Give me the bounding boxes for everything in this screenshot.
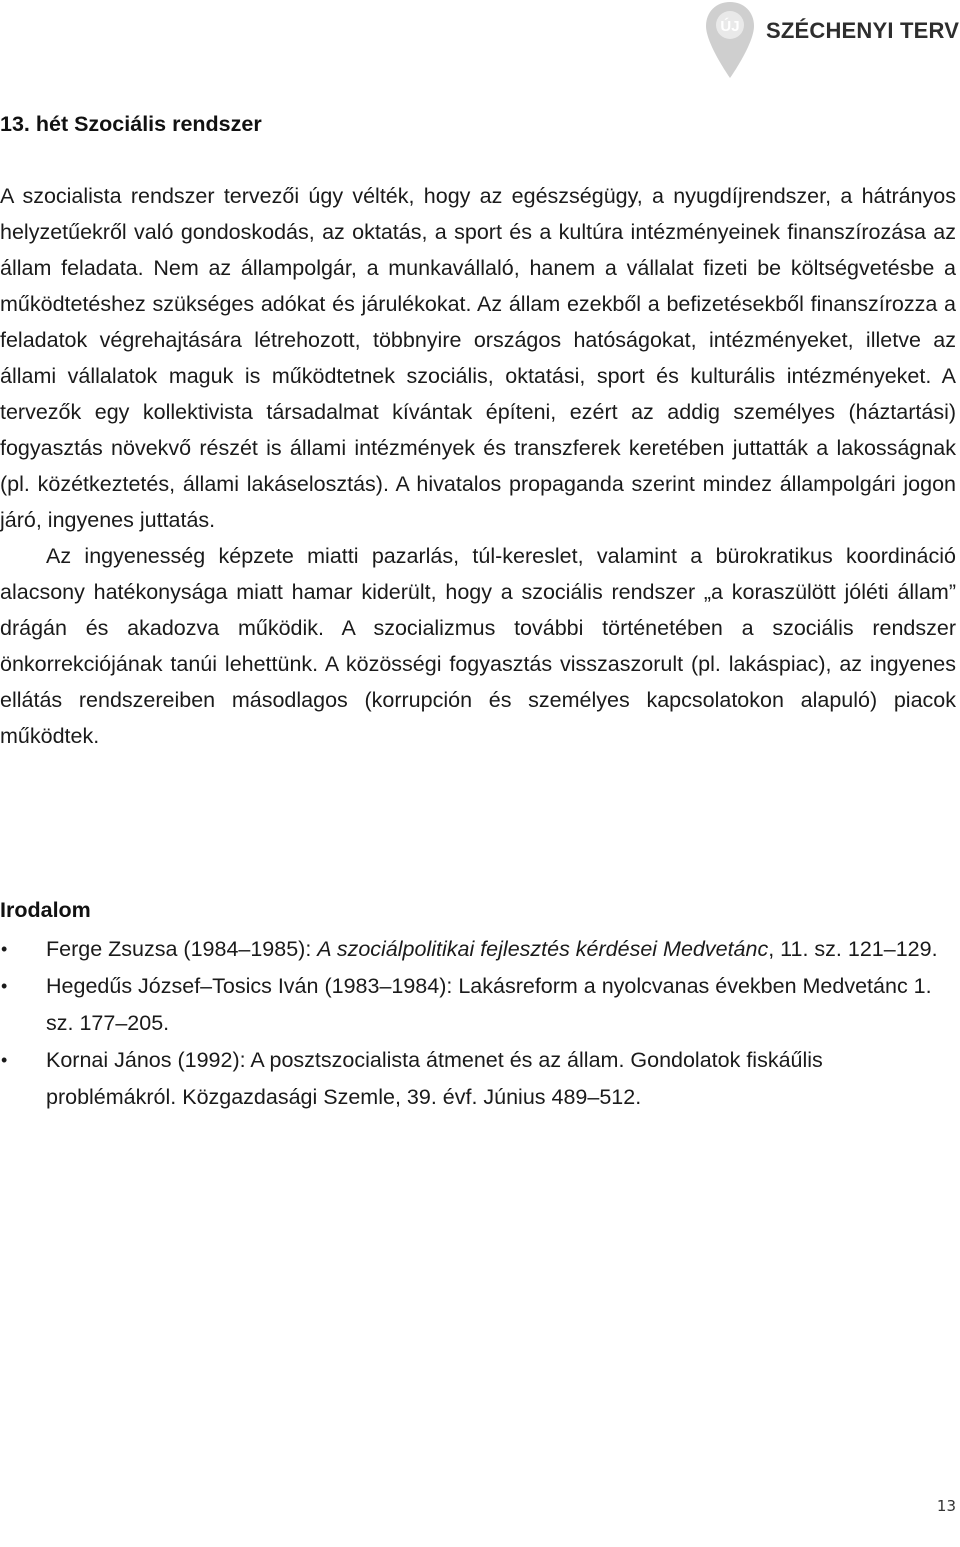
logo-pin-label: ÚJ bbox=[720, 18, 740, 35]
reference-item bbox=[0, 931, 956, 968]
page-title: 13. hét Szociális rendszer bbox=[0, 112, 262, 136]
reference-text: Ferge Zsuzsa (1984–1985): bbox=[46, 937, 318, 961]
paragraph-1: A szocialista rendszer tervezői úgy vélték, hogy az egészségügy, a nyugdíjrendszer, a hátrányos helyzetűekről való gondoskodás, az oktatás, a sport és a kultúra intézményeinek finanszírozása az állam feladata. Nem az állampolgár, a munkavállaló, hanem a vállalat fizeti be költségvetésbe a működtetéshez szükséges adókat és járulékokat. Az állam ezekből a befizetésekből finanszírozza a feladatok végrehajtására létrehozott, többnyire országos hatóságokat, intézményeket, illetve az állami vállalatok maguk is működtetnek szociális, oktatási, sport és kulturális intézményeket. A tervezők egy kollektivista társadalmat kívántak építeni, ezért az addig személyes (háztartási) fogyasztás növekvő részét is állami intézmények és transzferek keretében juttatták a lakosságnak (pl. közétkeztetés, állami lakáselosztás). A hivatalos propaganda szerint mindez állampolgári jogon járó, ingyenes juttatás. bbox=[0, 184, 956, 532]
reference-italic-title: A szociálpolitikai fejlesztés kérdései Medvetánc bbox=[317, 937, 769, 961]
bullet-icon: • bbox=[1, 1050, 8, 1070]
reference-list bbox=[0, 931, 956, 1116]
reference-text: Hegedűs József–Tosics Iván (1983–1984): Lakásreform a nyolcvanas években Medvetánc 1. sz. 177–205. bbox=[46, 974, 932, 1035]
szechenyi-terv-logo bbox=[700, 0, 960, 82]
bullet-icon: • bbox=[1, 976, 8, 996]
reference-text: Kornai János (1992): A posztszocialista átmenet és az állam. Gondolatok fiskáűlis problémákról. Közgazdasági Szemle, 39. évf. Június 489–512. bbox=[46, 1048, 823, 1109]
reference-item bbox=[0, 1042, 956, 1116]
reference-text-tail: , 11. sz. 121–129. bbox=[768, 937, 938, 961]
page-number: 13 bbox=[936, 1497, 956, 1515]
location-pin-icon bbox=[704, 0, 756, 80]
logo-wordmark: SZÉCHENYI TERV bbox=[766, 18, 960, 43]
paragraph-2: Az ingyenesség képzete miatti pazarlás, túl-kereslet, valamint a bürokratikus koordináció alacsony hatékonysága miatt hamar kiderült, hogy a szociális rendszer „a koraszülött jóléti állam” drágán és akadozva működik. A szocializmus további történetében a szociális rendszer önkorrekciójának tanúi lehettünk. A közösségi fogyasztás visszaszorult (pl. lakáspiac), az ingyenes ellátás rendszereiben másodlagos (korrupción és személyes kapcsolatokon alapuló) piacok működtek. bbox=[0, 544, 956, 748]
bullet-icon: • bbox=[1, 939, 8, 959]
body-text bbox=[0, 178, 956, 754]
references-heading: Irodalom bbox=[0, 898, 91, 922]
reference-item bbox=[0, 968, 956, 1042]
